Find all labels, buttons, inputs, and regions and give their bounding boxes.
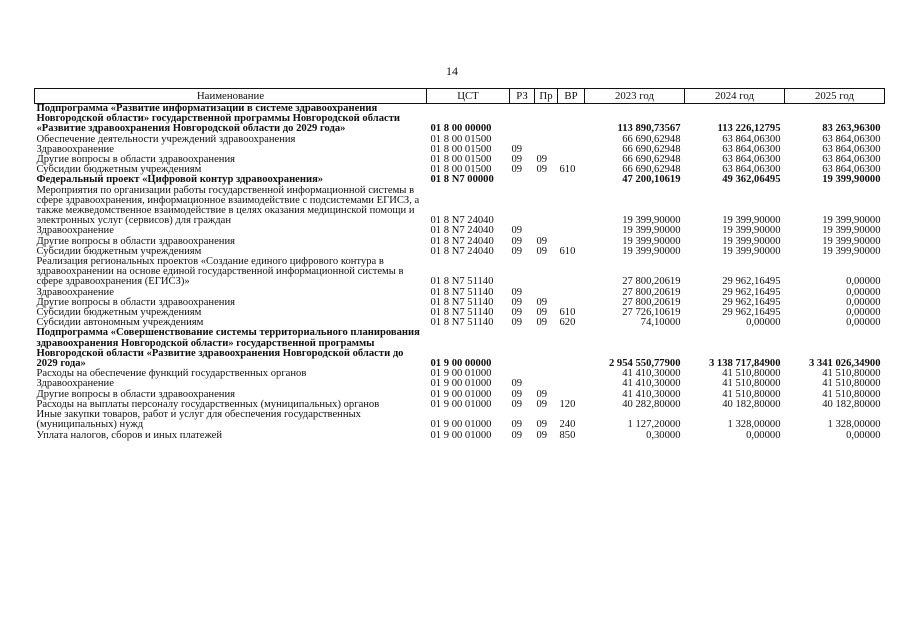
row-pr: 09 <box>536 317 548 329</box>
row-value-2023: 2 954 550,77900 <box>608 358 681 370</box>
row-value-2025: 0,00000 <box>846 307 881 319</box>
header-rz: РЗ <box>510 89 535 104</box>
row-rz: 09 <box>511 154 523 166</box>
row-vr: 610 <box>559 245 576 257</box>
row-value-2025: 19 399,90000 <box>822 174 881 186</box>
row-rz: 09 <box>511 143 523 155</box>
row-cst: 01 8 N7 24040 <box>430 225 494 237</box>
row-value-2024: 113 226,12795 <box>717 123 781 135</box>
row-name: Расходы на выплаты персоналу государственных (муниципальных) органов <box>36 398 380 410</box>
row-cst: 01 8 N7 24040 <box>430 215 494 227</box>
row-value-2023: 1 127,20000 <box>627 419 681 431</box>
row-value-2023: 27 800,20619 <box>622 286 681 298</box>
row-vr: 240 <box>559 419 576 431</box>
row-pr <box>535 186 558 227</box>
row-value-2025: 0,00000 <box>846 317 881 329</box>
header-pr: Пр <box>535 89 558 104</box>
row-pr: 09 <box>536 429 548 441</box>
row-value-2024: 29 962,16495 <box>722 286 781 298</box>
row-name: Обеспечение деятельности учреждений здравоохранения <box>36 133 296 145</box>
row-name: Субсидии бюджетным учреждениям <box>36 245 202 257</box>
row-value-2024: 1 328,00000 <box>727 419 781 431</box>
budget-table <box>34 88 885 441</box>
row-rz: 09 <box>511 388 523 400</box>
row-rz: 09 <box>511 245 523 257</box>
row-pr: 09 <box>536 419 548 431</box>
row-cst: 01 8 00 00000 <box>430 123 492 135</box>
row-value-2023: 19 399,90000 <box>622 215 681 227</box>
row-value-2023: 41 410,30000 <box>622 378 681 390</box>
row-name: Здравоохранение <box>36 286 114 298</box>
row-vr <box>558 369 585 379</box>
table-row <box>35 431 885 441</box>
row-rz: 09 <box>511 164 523 176</box>
row-value-2025: 3 341 026,34900 <box>808 358 881 370</box>
row-cst: 01 9 00 01000 <box>430 419 492 431</box>
row-vr <box>558 257 585 288</box>
row-rz: 09 <box>511 307 523 319</box>
row-pr <box>535 175 558 185</box>
row-name: Субсидии автономным учреждениям <box>36 317 204 329</box>
row-value-2024: 29 962,16495 <box>722 276 781 288</box>
row-value-2024: 3 138 717,84900 <box>708 358 781 370</box>
header-vr: ВР <box>558 89 585 104</box>
row-cst: 01 9 00 01000 <box>430 398 492 410</box>
row-value-2024: 29 962,16495 <box>722 296 781 308</box>
row-vr: 610 <box>559 307 576 319</box>
row-value-2024: 19 399,90000 <box>722 225 781 237</box>
row-vr <box>558 175 585 185</box>
row-value-2023: 19 399,90000 <box>622 245 681 257</box>
row-cst: 01 8 N7 51140 <box>430 317 494 329</box>
row-vr: 610 <box>559 164 576 176</box>
row-value-2023: 74,10000 <box>640 317 681 329</box>
header-name: Наименование <box>35 89 427 104</box>
row-value-2025: 40 182,80000 <box>822 398 881 410</box>
table-row <box>35 410 885 430</box>
row-pr <box>535 369 558 379</box>
row-value-2025: 41 510,80000 <box>822 368 881 380</box>
row-rz <box>510 257 535 288</box>
row-value-2023: 40 282,80000 <box>622 398 681 410</box>
row-name: Здравоохранение <box>36 143 114 155</box>
row-rz: 09 <box>511 286 523 298</box>
row-value-2024: 41 510,80000 <box>722 388 781 400</box>
row-value-2024: 63 864,06300 <box>722 133 781 145</box>
row-name: Здравоохранение <box>36 225 114 237</box>
row-value-2025: 0,00000 <box>846 276 881 288</box>
table-body <box>35 104 885 441</box>
row-pr: 09 <box>536 164 548 176</box>
header-cst: ЦСТ <box>427 89 510 104</box>
row-value-2024: 40 182,80000 <box>722 398 781 410</box>
row-pr: 09 <box>536 398 548 410</box>
row-cst: 01 8 N7 51140 <box>430 307 494 319</box>
row-value-2023: 27 800,20619 <box>622 276 681 288</box>
row-rz <box>510 186 535 227</box>
row-name: Подпрограмма «Развитие информатизации в системе здравоохранения Новгородской области» государственной программы Новгородской области «Развитие здравоохранения Новгородской области до 2029 года» <box>36 103 401 135</box>
row-pr <box>535 257 558 288</box>
row-value-2024: 49 362,06495 <box>722 174 781 186</box>
row-vr: 850 <box>559 429 576 441</box>
row-rz: 09 <box>511 235 523 247</box>
row-cst: 01 8 N7 51140 <box>430 276 494 288</box>
row-cst: 01 8 N7 51140 <box>430 286 494 298</box>
row-cst: 01 8 N7 00000 <box>430 174 494 186</box>
row-value-2023: 66 690,62948 <box>622 133 681 145</box>
row-value-2023: 113 890,73567 <box>617 123 681 135</box>
row-name: Мероприятия по организации работы государственной информационной системы в сфере здравоохранения, информационное взаимодействие с подсистемами ЕГИСЗ, а также межведомственное взаимодействие в целях оказания медицинской помощи и электронных услуг (сервисов) для граждан <box>36 184 420 227</box>
row-value-2025: 0,00000 <box>846 286 881 298</box>
row-pr: 09 <box>536 388 548 400</box>
row-pr: 09 <box>536 154 548 166</box>
row-name: Реализация региональных проектов «Создание единого цифрового контура в здравоохранении на основе единой государственной информационной системы в сфере здравоохранения (ЕГИСЗ)» <box>36 256 404 288</box>
row-value-2024: 19 399,90000 <box>722 215 781 227</box>
row-value-2024: 41 510,80000 <box>722 378 781 390</box>
row-value-2025: 19 399,90000 <box>822 235 881 247</box>
row-value-2025: 19 399,90000 <box>822 225 881 237</box>
row-pr: 09 <box>536 245 548 257</box>
row-name: Другие вопросы в области здравоохранения <box>36 235 235 247</box>
row-cst: 01 9 00 00000 <box>430 358 492 370</box>
row-cst: 01 9 00 01000 <box>430 429 492 441</box>
row-value-2025: 63 864,06300 <box>822 154 881 166</box>
row-name: Субсидии бюджетным учреждениям <box>36 307 202 319</box>
row-rz: 09 <box>511 317 523 329</box>
table-row <box>35 257 885 288</box>
row-rz: 09 <box>511 225 523 237</box>
row-value-2025: 19 399,90000 <box>822 215 881 227</box>
row-cst: 01 8 N7 24040 <box>430 235 494 247</box>
row-value-2025: 0,00000 <box>846 296 881 308</box>
row-rz: 09 <box>511 429 523 441</box>
row-value-2025: 1 328,00000 <box>827 419 881 431</box>
row-cst: 01 8 00 01500 <box>430 133 492 145</box>
row-value-2023: 19 399,90000 <box>622 235 681 247</box>
row-value-2023: 19 399,90000 <box>622 225 681 237</box>
row-name: Другие вопросы в области здравоохранения <box>36 388 235 400</box>
table-row <box>35 104 885 135</box>
row-value-2025: 19 399,90000 <box>822 245 881 257</box>
row-rz <box>510 328 535 369</box>
row-pr: 09 <box>536 235 548 247</box>
row-cst: 01 8 00 01500 <box>430 143 492 155</box>
row-value-2024: 0,00000 <box>746 429 781 441</box>
page-number: 14 <box>446 64 458 78</box>
row-value-2024: 29 962,16495 <box>722 307 781 319</box>
row-name: Здравоохранение <box>36 378 114 390</box>
row-value-2023: 66 690,62948 <box>622 164 681 176</box>
row-value-2024: 63 864,06300 <box>722 164 781 176</box>
table-header-row <box>35 89 885 104</box>
row-value-2023: 47 200,10619 <box>622 174 681 186</box>
row-rz: 09 <box>511 296 523 308</box>
row-vr <box>558 328 585 369</box>
row-cst: 01 9 00 01000 <box>430 388 492 400</box>
row-vr <box>558 379 585 389</box>
row-vr <box>558 104 585 135</box>
row-cst: 01 8 00 01500 <box>430 154 492 166</box>
row-value-2024: 0,00000 <box>746 317 781 329</box>
row-cst: 01 8 00 01500 <box>430 164 492 176</box>
table-row <box>35 328 885 369</box>
table-row <box>35 186 885 227</box>
row-name: Другие вопросы в области здравоохранения <box>36 154 235 166</box>
row-name: Уплата налогов, сборов и иных платежей <box>36 429 223 441</box>
row-value-2023: 41 410,30000 <box>622 368 681 380</box>
row-rz: 09 <box>511 378 523 390</box>
row-name: Другие вопросы в области здравоохранения <box>36 296 235 308</box>
row-cst: 01 9 00 01000 <box>430 368 492 380</box>
row-vr: 620 <box>559 317 576 329</box>
row-value-2024: 63 864,06300 <box>722 154 781 166</box>
row-value-2023: 27 800,20619 <box>622 296 681 308</box>
row-rz: 09 <box>511 398 523 410</box>
row-pr <box>535 104 558 135</box>
row-value-2023: 27 726,10619 <box>622 307 681 319</box>
row-rz: 09 <box>511 419 523 431</box>
row-vr: 120 <box>559 398 576 410</box>
row-vr <box>558 226 585 236</box>
row-value-2023: 66 690,62948 <box>622 154 681 166</box>
row-pr <box>535 328 558 369</box>
row-value-2024: 19 399,90000 <box>722 235 781 247</box>
row-name: Подпрограмма «Совершенствование системы территориального планирования здравоохранения Новгородской области» государственной программы Новгородской области «Развитие здравоохранения Новгородской области до 2029 года» <box>36 327 420 370</box>
row-value-2023: 41 410,30000 <box>622 388 681 400</box>
row-value-2024: 41 510,80000 <box>722 368 781 380</box>
row-value-2023: 0,30000 <box>646 429 681 441</box>
row-value-2024: 19 399,90000 <box>722 245 781 257</box>
row-value-2025: 83 263,96300 <box>822 123 881 135</box>
row-value-2025: 41 510,80000 <box>822 388 881 400</box>
row-name: Иные закупки товаров, работ и услуг для обеспечения государственных (муниципальных) нужд <box>36 409 361 431</box>
row-value-2025: 41 510,80000 <box>822 378 881 390</box>
row-vr <box>558 145 585 155</box>
row-value-2025: 63 864,06300 <box>822 164 881 176</box>
row-vr <box>558 135 585 145</box>
header-year-2024: 2024 год <box>685 89 785 104</box>
row-name: Субсидии бюджетным учреждениям <box>36 164 202 176</box>
row-name: Федеральный проект «Цифровой контур здравоохранения» <box>36 174 324 186</box>
row-pr: 09 <box>536 307 548 319</box>
row-pr: 09 <box>536 296 548 308</box>
row-vr <box>558 186 585 227</box>
row-rz <box>510 175 535 185</box>
row-value-2025: 63 864,06300 <box>822 143 881 155</box>
row-value-2025: 63 864,06300 <box>822 133 881 145</box>
row-rz <box>510 104 535 135</box>
row-name: Расходы на обеспечение функций государственных органов <box>36 368 307 380</box>
row-value-2025: 0,00000 <box>846 429 881 441</box>
row-vr <box>558 288 585 298</box>
row-cst: 01 9 00 01000 <box>430 378 492 390</box>
row-value-2023: 66 690,62948 <box>622 143 681 155</box>
row-pr <box>535 135 558 145</box>
header-year-2025: 2025 год <box>785 89 885 104</box>
row-value-2024: 63 864,06300 <box>722 143 781 155</box>
row-cst: 01 8 N7 24040 <box>430 245 494 257</box>
row-cst: 01 8 N7 51140 <box>430 296 494 308</box>
header-year-2023: 2023 год <box>585 89 685 104</box>
